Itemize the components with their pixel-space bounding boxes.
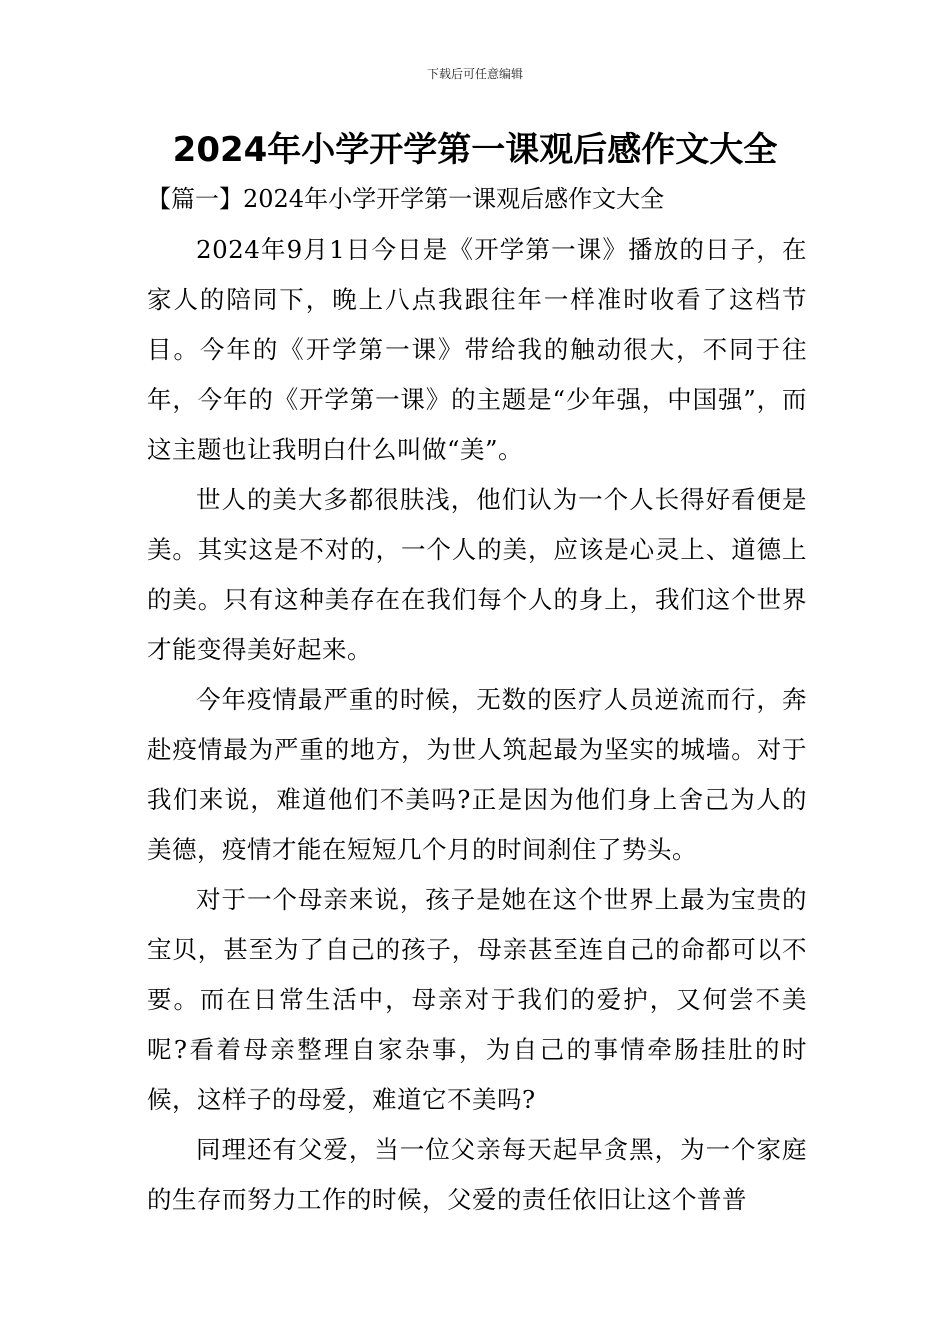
page-header-note: 下载后可任意编辑 <box>426 67 523 81</box>
document-body <box>147 225 807 1225</box>
document-title: 2024年小学开学第一课观后感作文大全 <box>172 130 778 170</box>
paragraph-2: 世人的美大多都很肤浅，他们认为一个人长得好看便是美。其实这是不对的，一个人的美，应该是心灵上、道德上的美。只有这种美存在在我们每个人的身上，我们这个世界才能变得美好起来。 <box>147 485 807 664</box>
paragraph-3: 今年疫情最严重的时候，无数的医疗人员逆流而行，奔赴疫情最为严重的地方，为世人筑起最为坚实的城墙。对于我们来说，难道他们不美吗?正是因为他们身上舍己为人的美德，疫情才能在短短几个月的时间刹住了势头。 <box>147 685 807 864</box>
paragraph-5: 同理还有父爱，当一位父亲每天起早贪黑，为一个家庭的生存而努力工作的时候，父爱的责任依旧让这个普普 <box>147 1135 807 1214</box>
section-heading: 【篇一】2024年小学开学第一课观后感作文大全 <box>147 185 665 213</box>
paragraph-4: 对于一个母亲来说，孩子是她在这个世界上最为宝贵的宝贝，甚至为了自己的孩子，母亲甚至连自己的命都可以不要。而在日常生活中，母亲对于我们的爱护，又何尝不美呢?看着母亲整理自家杂事，为自己的事情牵肠挂肚的时候，这样子的母爱，难道它不美吗? <box>147 885 807 1114</box>
paragraph-1: 2024年9月1日今日是《开学第一课》播放的日子，在家人的陪同下，晚上八点我跟往年一样准时收看了这档节目。今年的《开学第一课》带给我的触动很大，不同于往年，今年的《开学第一课》的主题是“少年强，中国强”，而这主题也让我明白什么叫做“美”。 <box>147 235 807 464</box>
